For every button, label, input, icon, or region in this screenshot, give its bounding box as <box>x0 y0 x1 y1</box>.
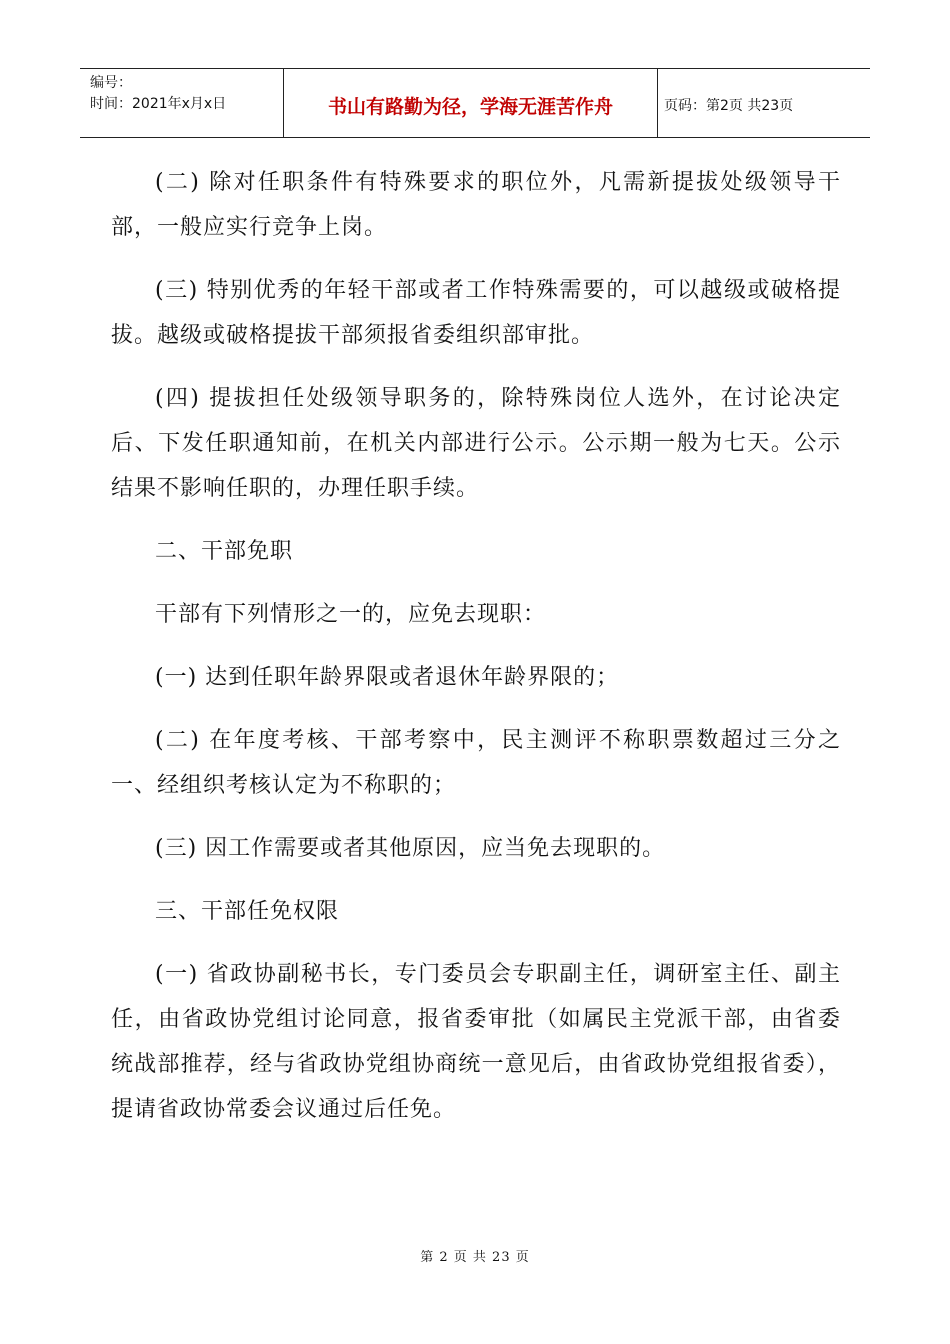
paragraph: (二) 在年度考核、干部考察中，民主测评不称职票数超过三分之一、经组织考核认定为不称职的； <box>111 728 841 798</box>
paragraph: 干部有下列情形之一的，应免去现职： <box>155 602 547 627</box>
paragraph: (三) 特别优秀的年轻干部或者工作特殊需要的，可以越级或破格提拔。越级或破格提拔干部须报省委组织部审批。 <box>111 278 841 348</box>
paragraph: (二) 除对任职条件有特殊要求的职位外，凡需新提拔处级领导干部，一般应实行竞争上岗。 <box>111 170 841 240</box>
header-motto: 书山有路勤为径，学海无涯苦作舟 <box>284 69 658 137</box>
page-header <box>80 68 870 138</box>
paragraph: (四) 提拔担任处级领导职务的，除特殊岗位人选外，在讨论决定后、下发任职通知前，在机关内部进行公示。公示期一般为七天。公示结果不影响任职的，办理任职手续。 <box>111 386 841 501</box>
paragraph: (一) 省政协副秘书长，专门委员会专职副主任，调研室主任、副主任，由省政协党组讨论同意，报省委审批（如属民主党派干部，由省委统战部推荐，经与省政协党组协商统一意见后，由省政协党组报省委），提请省政协常委会议通过后任免。 <box>111 962 841 1122</box>
page-footer: 第 2 页 共 23 页 <box>420 1250 530 1265</box>
section-heading: 二、干部免职 <box>155 539 294 564</box>
document-body <box>111 160 841 1150</box>
paragraph: (一) 达到任职年龄界限或者退休年龄界限的； <box>155 665 620 690</box>
header-meta-cell <box>80 69 284 137</box>
document-number-label: 编号： <box>90 75 132 91</box>
paragraph: (三) 因工作需要或者其他原因，应当免去现职的。 <box>155 836 666 861</box>
section-heading: 三、干部任免权限 <box>155 899 340 924</box>
header-page-info: 页码：第2页 共23页 <box>664 98 794 114</box>
document-date: 时间：2021年x月x日 <box>90 96 227 112</box>
